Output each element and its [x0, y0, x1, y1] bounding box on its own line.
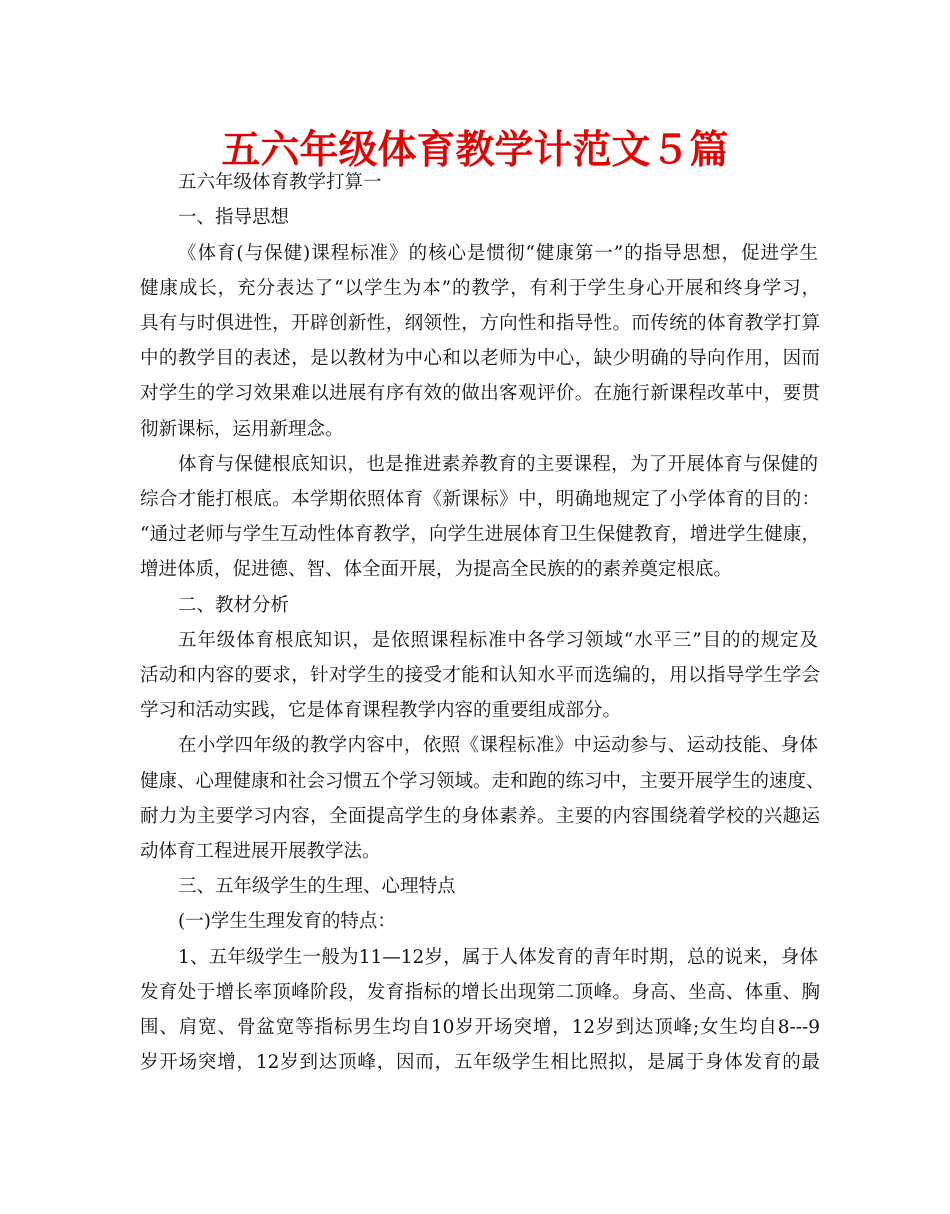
- section-heading: 五六年级体育教学打算一: [178, 172, 382, 193]
- paragraph-line: 五年级体育根底知识，是依照课程标准中各学习领域“水平三”目的的规定及: [178, 630, 818, 651]
- section-heading: 二、教材分析: [178, 595, 290, 616]
- paragraph-line: 具有与时俱进性，开辟创新性，纲领性，方向性和指导性。而传统的体育教学打算: [140, 313, 820, 334]
- paragraph-line: 岁开场突增，12岁到达顶峰，因而，五年级学生相比照拟，是属于身体发育的最: [140, 1052, 820, 1073]
- paragraph-line: 对学生的学习效果难以进展有序有效的做出客观评价。在施行新课程改革中，要贯: [140, 383, 820, 404]
- paragraph-line: 耐力为主要学习内容，全面提高学生的身体素养。主要的内容围绕着学校的兴趣运: [140, 806, 820, 827]
- paragraph-line: 《体育(与保健)课程标准》的核心是惯彻“健康第一”的指导思想，促进学生: [178, 243, 818, 264]
- paragraph-line: 1、五年级学生一般为11—12岁，属于人体发育的青年时期，总的说来，身体: [178, 947, 818, 968]
- paragraph-line: “通过老师与学生互动性体育教学，向学生进展体育卫生保健教育，增进学生健康，: [140, 524, 820, 545]
- subsection-heading: (一)学生生理发育的特点：: [178, 911, 396, 932]
- paragraph-line: 综合才能打根底。本学期依照体育《新课标》中，明确地规定了小学体育的目的：: [140, 489, 820, 510]
- paragraph-line: 增进体质，促进德、智、体全面开展，为提高全民族的的素养奠定根底。: [140, 559, 733, 580]
- paragraph-line: 彻新课标，运用新理念。: [140, 419, 344, 440]
- paragraph-line: 健康成长，充分表达了“以学生为本”的教学，有利于学生身心开展和终身学习，: [140, 278, 820, 299]
- paragraph-line: 体育与保健根底知识，也是推进素养教育的主要课程，为了开展体育与保健的: [178, 454, 818, 475]
- document-title: 五六年级体育教学计范文５篇: [221, 128, 729, 173]
- paragraph-line: 动体育工程进展开展教学法。: [140, 841, 381, 862]
- section-heading: 一、指导思想: [178, 207, 290, 228]
- paragraph-line: 发育处于增长率顶峰阶段，发育指标的增长出现第二顶峰。身高、坐高、体重、胸: [140, 982, 820, 1003]
- section-heading: 三、五年级学生的生理、心理特点: [178, 876, 456, 897]
- paragraph-line: 活动和内容的要求，针对学生的接受才能和认知水平而选编的，用以指导学生学会: [140, 665, 820, 686]
- paragraph-line: 在小学四年级的教学内容中，依照《课程标准》中运动参与、运动技能、身体: [178, 735, 818, 756]
- paragraph-line: 围、肩宽、骨盆宽等指标男生均自10岁开场突增，12岁到达顶峰;女生均自8---9: [140, 1017, 820, 1038]
- paragraph-line: 健康、心理健康和社会习惯五个学习领域。走和跑的练习中，主要开展学生的速度、: [140, 771, 825, 792]
- paragraph-line: 学习和活动实践，它是体育课程教学内容的重要组成部分。: [140, 700, 622, 721]
- paragraph-line: 中的教学目的表述，是以教材为中心和以老师为中心，缺少明确的导向作用，因而: [140, 348, 820, 369]
